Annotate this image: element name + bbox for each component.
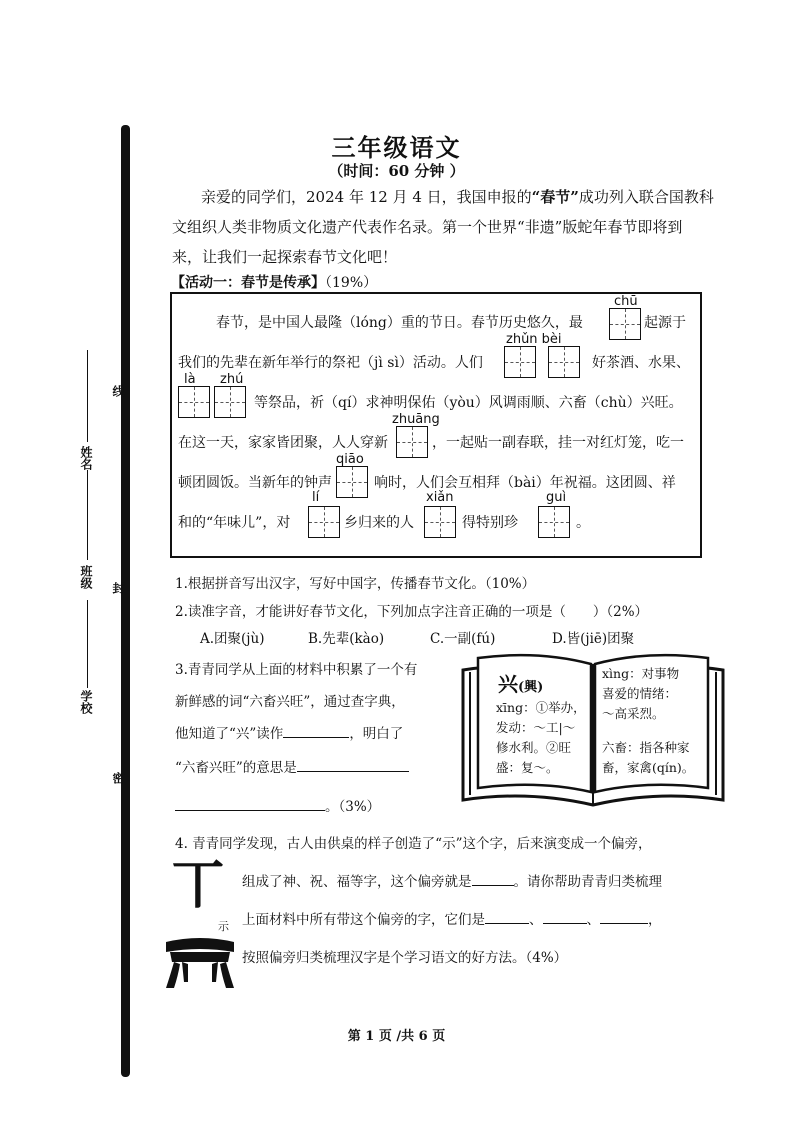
passage-line-5: 顿团圆饭。当新年的钟声 bbox=[178, 475, 332, 491]
q2-option-b[interactable]: B.先辈(kào) bbox=[308, 631, 385, 647]
passage-line-2b: 好茶酒、水果、 bbox=[592, 355, 690, 371]
page-number: 第 1 页 /共 6 页 bbox=[347, 1029, 446, 1044]
pinyin-7: lí bbox=[312, 490, 320, 505]
passage-line-6b: 乡归来的人 bbox=[344, 515, 414, 531]
q3-meaning-blank-1[interactable] bbox=[297, 771, 409, 772]
passage-line-5b: 响时，人们会互相拜（bài）年祝福。这团圆、祥 bbox=[374, 475, 676, 491]
pinyin-8: xiǎn bbox=[426, 490, 454, 505]
dict-head-char: 兴(興) bbox=[498, 672, 544, 696]
binding-label-class: 班级 bbox=[79, 565, 93, 589]
passage-box bbox=[170, 292, 702, 558]
binding-mi: 密 bbox=[111, 772, 125, 784]
binding-underline-class bbox=[87, 470, 88, 560]
pinyin-6: qiāo bbox=[336, 452, 364, 467]
passage-line-6c: 得特别珍 bbox=[462, 515, 518, 531]
passage-line-3: 等祭品，祈（qí）求神明保佑（yòu）风调雨顺、六畜（chù）兴旺。 bbox=[254, 395, 683, 411]
question-1: 1.根据拼音写出汉字，写好中国字，传播春节文化。（10%） bbox=[175, 576, 536, 592]
answer-box-8[interactable] bbox=[308, 506, 340, 538]
intro-line-3: 来，让我们一起探索春节文化吧！ bbox=[172, 248, 398, 266]
pinyin-2: zhǔn bèi bbox=[506, 332, 562, 347]
question-2: 2.读准字音，才能讲好春节文化，下列加点字注音正确的一项是（ ）（2%） bbox=[175, 604, 649, 620]
passage-line-2: 我们的先辈在新年举行的祭祀（jì sì）活动。人们 bbox=[178, 355, 483, 371]
q4-char-blank-1[interactable] bbox=[485, 923, 529, 924]
pictograph-small: 示 bbox=[218, 920, 229, 933]
question-3-line-5: 。（3%） bbox=[175, 795, 380, 815]
binding-underline-name bbox=[87, 350, 88, 442]
pinyin-4: zhú bbox=[220, 372, 244, 387]
time-limit: （时间：60 分钟 ） bbox=[328, 162, 465, 180]
dictionary-illustration bbox=[458, 650, 728, 810]
q2-option-d[interactable]: D.皆(jiē)团聚 bbox=[552, 631, 635, 647]
q4-char-blank-3[interactable] bbox=[600, 923, 648, 924]
answer-box-2[interactable] bbox=[504, 346, 536, 378]
answer-box-3[interactable] bbox=[548, 346, 580, 378]
question-4-line-3: 上面材料中所有带这个偏旁的字，它们是 、 、 ， bbox=[242, 912, 662, 928]
binding-label-name: 姓名 bbox=[79, 446, 93, 470]
question-4-line-1: 4. 青青同学发现，古人由供桌的样子创造了“示”这个字，后来演变成一个偏旁， bbox=[175, 836, 652, 852]
page-title: 三年级语文 bbox=[331, 133, 462, 162]
question-3-line-1: 3.青青同学从上面的材料中积累了一个有 bbox=[175, 662, 418, 678]
answer-box-4[interactable] bbox=[178, 386, 210, 418]
question-4-line-4: 按照偏旁归类梳理汉字是个学习语文的好方法。（4%） bbox=[242, 950, 568, 966]
answer-box-7[interactable] bbox=[336, 466, 368, 498]
q4-char-blank-2[interactable] bbox=[543, 923, 587, 924]
q2-option-a[interactable]: A.团聚(jù) bbox=[200, 631, 265, 647]
dict-left-entry: xīng：①举办， 发动：～工|～ 修水利。②旺 盛：复～。 bbox=[496, 700, 586, 775]
question-3-line-2: 新鲜感的词“六畜兴旺”，通过查字典， bbox=[175, 694, 405, 710]
pinyin-1: chū bbox=[614, 294, 638, 309]
question-4-line-2: 组成了神、祝、福等字，这个偏旁就是 。请你帮助青青归类梳理 bbox=[242, 874, 662, 890]
passage-line-6d: 。 bbox=[576, 515, 590, 531]
q2-option-c[interactable]: C.一副(fú) bbox=[430, 631, 496, 647]
offering-table-icon bbox=[162, 938, 238, 990]
question-3-line-4: “六畜兴旺”的意思是 bbox=[175, 756, 409, 776]
answer-box-1[interactable] bbox=[609, 308, 641, 340]
q4-radical-blank[interactable] bbox=[472, 885, 514, 886]
binding-xian: 线 bbox=[111, 385, 125, 397]
pinyin-3: là bbox=[184, 372, 196, 387]
binding-feng: 封 bbox=[111, 582, 125, 594]
answer-box-5[interactable] bbox=[214, 386, 246, 418]
activity-heading: 【活动一：春节是传承】（19%） bbox=[171, 275, 378, 291]
q3-reading-blank[interactable] bbox=[283, 737, 349, 738]
answer-box-10[interactable] bbox=[538, 506, 570, 538]
binding-line bbox=[121, 125, 130, 1077]
passage-line-1: 春节，是中国人最隆（lóng）重的节日。春节历史悠久，最 bbox=[216, 315, 583, 331]
question-3-line-3: 他知道了“兴”读作 ，明白了 bbox=[175, 726, 404, 742]
passage-line-4: 在这一天，家家皆团聚，人人穿新 bbox=[178, 435, 388, 451]
spring-festival-highlight: “春节” bbox=[531, 188, 579, 206]
pinyin-9: guì bbox=[546, 490, 567, 505]
pinyin-5: zhuāng bbox=[392, 412, 440, 427]
passage-line-1b: 起源于 bbox=[644, 315, 686, 331]
passage-line-4b: ，一起贴一副春联，挂一对红灯笼，吃一 bbox=[432, 435, 684, 451]
pictograph-glyph: 丅 bbox=[172, 855, 225, 916]
dict-right-entry: xìng：对事物 喜爱的情绪： ～高采烈。 bbox=[602, 666, 680, 721]
intro-line-1: 亲爱的同学们，2024 年 12 月 4 日，我国申报的“春节”成功列入联合国教科 bbox=[201, 188, 714, 206]
binding-label-school: 学校 bbox=[79, 690, 93, 714]
q3-meaning-blank-2[interactable] bbox=[175, 810, 325, 811]
intro-line-2: 文组织人类非物质文化遗产代表作名录。第一个世界“非遗”版蛇年春节即将到 bbox=[172, 218, 683, 236]
passage-line-6: 和的“年味儿”，对 bbox=[178, 515, 291, 531]
binding-underline-school bbox=[87, 600, 88, 688]
dict-right-extra: 六畜：指各种家 畜，家禽(qín)。 bbox=[602, 740, 695, 775]
answer-box-6[interactable] bbox=[396, 426, 428, 458]
answer-box-9[interactable] bbox=[424, 506, 456, 538]
